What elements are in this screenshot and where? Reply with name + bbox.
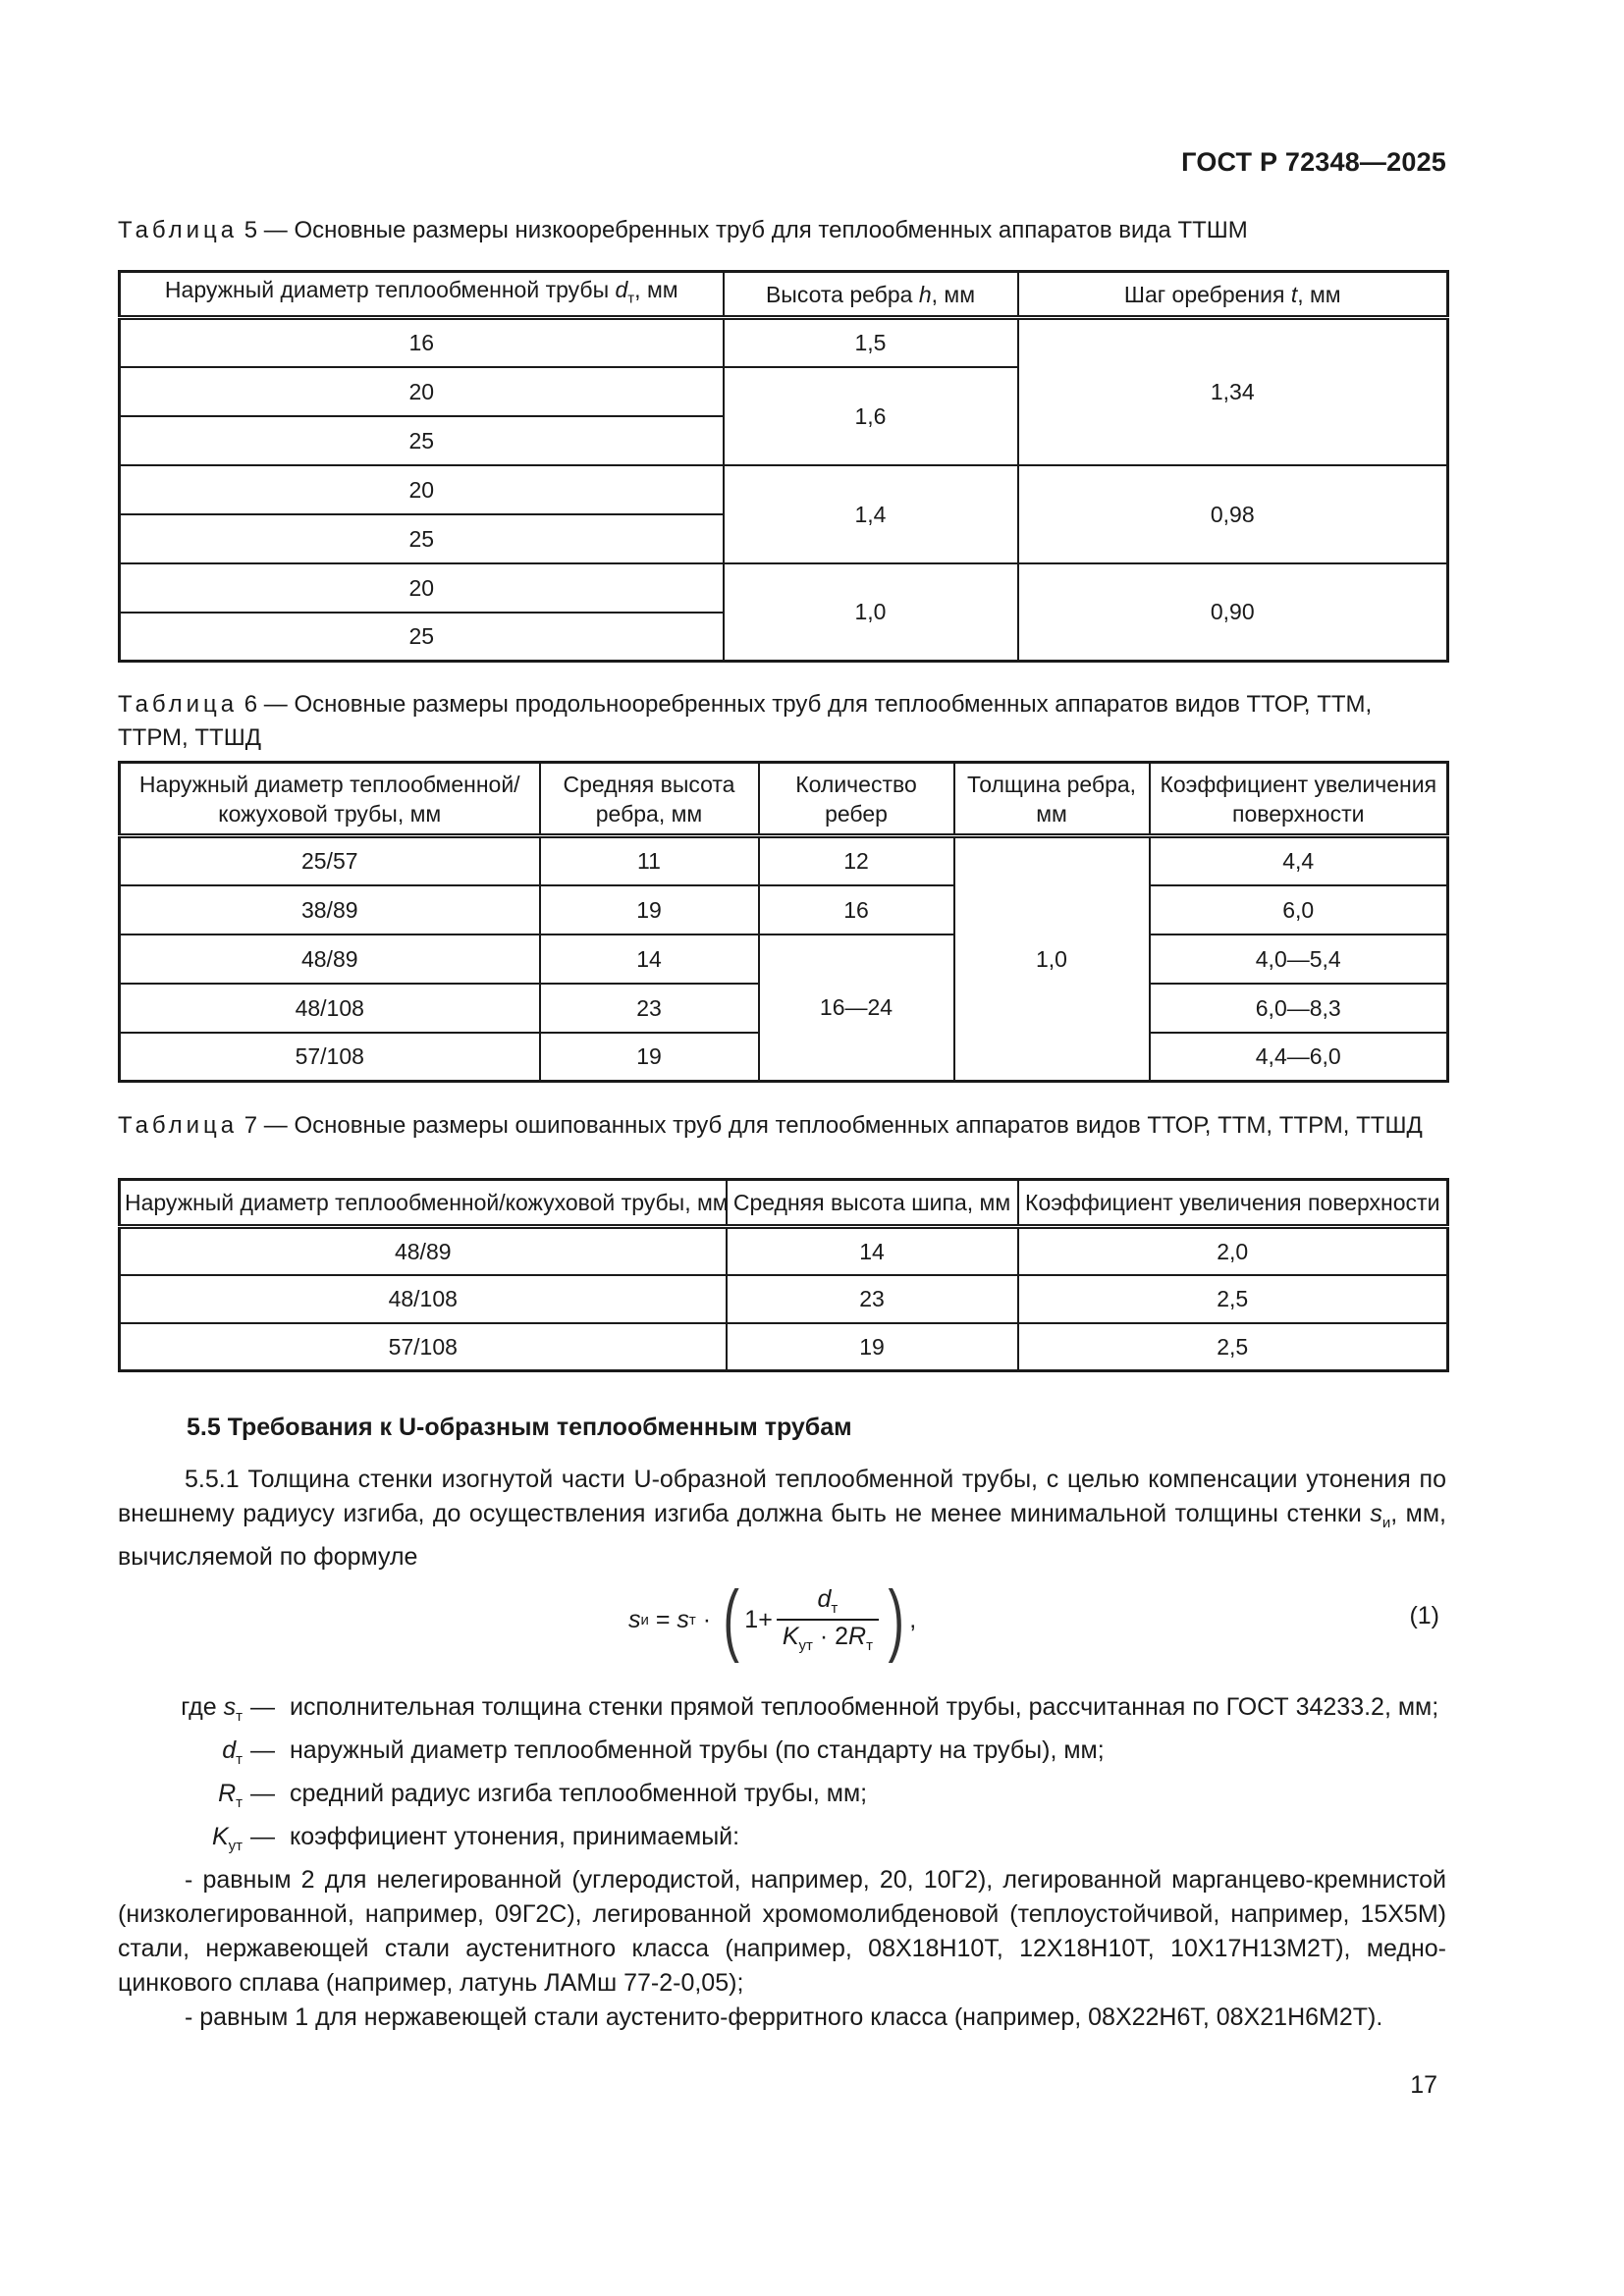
table-cell: 16—24 [759, 934, 954, 1082]
table-row [120, 836, 1448, 885]
table-row [120, 885, 1448, 934]
table-cell: 1,0 [954, 836, 1150, 1082]
table-cell: 1,34 [1018, 318, 1448, 465]
table-cell: 4,0—5,4 [1150, 934, 1448, 984]
table7-caption [118, 1109, 1446, 1143]
table-cell: 25 [120, 416, 724, 465]
table7-header-diameter: Наружный диаметр теплообменной/кожуховой трубы, мм [120, 1180, 727, 1227]
table5-header-fin-height: Высота ребра h, мм [724, 272, 1018, 318]
table-row [120, 934, 1448, 984]
table-cell: 48/108 [120, 984, 540, 1033]
table-row [120, 1227, 1448, 1275]
right-paren-icon: ) [888, 1575, 904, 1664]
table-cell: 1,4 [724, 465, 1018, 563]
formula-1: s и = s т · ( 1+ $\frac{d_т}{K_{ут} \cdot 2R_т}$ ) , [628, 1575, 917, 1664]
table-cell: 2,5 [1018, 1323, 1448, 1371]
table-row [120, 318, 1448, 367]
table-cell: 16 [759, 885, 954, 934]
fraction: $\frac{d_т}{K_{ут} \cdot 2R_т}$ [777, 1585, 879, 1654]
table-cell: 6,0—8,3 [1150, 984, 1448, 1033]
table-cell: 0,98 [1018, 465, 1448, 563]
table7-caption-text: 7 — Основные размеры ошипованных труб для теплообменных аппаратов видов ТТОР, ТТМ, ТТРМ, ТТШД [244, 1112, 1423, 1139]
table-cell: 23 [727, 1275, 1018, 1323]
table5-caption-text: 5 — Основные размеры низкооребренных труб для теплообменных аппаратов вида ТТШМ [244, 217, 1248, 243]
table6-header-fin-count: Количество ребер [759, 763, 954, 836]
definition-item: где $s_т$ — исполнительная толщина стенки прямой теплообменной трубы, рассчитанная по ГОСТ 34233.2, мм; [181, 1693, 1439, 1725]
table6-caption-label: Таблица [118, 691, 239, 718]
table-cell: 6,0 [1150, 885, 1448, 934]
table6-header-diameter: Наружный диаметр теплообменной/ кожуховой трубы, мм [120, 763, 540, 836]
bullet-item: - равным 2 для нелегированной (углеродистой, например, 20, 10Г2), легированной марганцево-кремнистой (низколегированной, например, 09Г2С), легированной хромомолибденовой (теплоустойчивой, например, 15Х5М) стали, нержавеющей стали аустенитного класса (например, 08Х18Н10Т, 12Х18Н10Т, 10Х17Н13М2Т), медно-цинкового сплава (например, латунь ЛАМш 77-2-0,05); [118, 1866, 1446, 1997]
table-cell: 20 [120, 465, 724, 514]
table-cell: 23 [540, 984, 759, 1033]
table-cell: 1,0 [724, 563, 1018, 662]
table-cell: 57/108 [120, 1323, 727, 1371]
table-cell: 12 [759, 836, 954, 885]
table6-caption [118, 688, 1446, 755]
definition-item: $K_{ут}$ — коэффициент утонения, принимаемый: [211, 1823, 740, 1854]
table7-header-row [120, 1180, 1448, 1227]
table-cell: 11 [540, 836, 759, 885]
table-cell: 20 [120, 563, 724, 613]
definition-item: $R_т$ — средний радиус изгиба теплообменной трубы, мм; [218, 1780, 868, 1811]
table-cell: 14 [540, 934, 759, 984]
bullet-item: - равным 1 для нержавеющей стали аустенито-ферритного класса (например, 08Х22Н6Т, 08Х21Н6М2Т). [185, 2003, 1383, 2031]
table-cell: 2,5 [1018, 1275, 1448, 1323]
table-cell: 19 [727, 1323, 1018, 1371]
table7-caption-label: Таблица [118, 1112, 239, 1139]
table7 [118, 1178, 1449, 1372]
table-cell: 16 [120, 318, 724, 367]
table5-header-diameter: Наружный диаметр теплообменной трубы $d_т$, мм [120, 272, 724, 318]
paragraph-5-5-1: 5.5.1 Толщина стенки изогнутой части U-образной теплообменной трубы, с целью компенсации утонения по внешнему радиусу изгиба, до осуществления изгиба должна быть не менее минимальной толщины стенки $s_и$, мм, вычисляемой по формуле [118, 1466, 1446, 1571]
table-cell: 25 [120, 613, 724, 662]
table-row [120, 1323, 1448, 1371]
table-cell: 25 [120, 514, 724, 563]
table-cell: 48/89 [120, 934, 540, 984]
table-cell: 38/89 [120, 885, 540, 934]
section-heading: 5.5 Требования к U-образным теплообменным трубам [187, 1414, 852, 1441]
table-row [120, 563, 1448, 613]
table6-caption-text: 6 — Основные размеры продольнооребренных труб для теплообменных аппаратов видов ТТОР, ТТМ, ТТРМ, ТТШД [118, 691, 1373, 751]
table5-header-fin-pitch: Шаг оребрения t, мм [1018, 272, 1448, 318]
table-cell: 14 [727, 1227, 1018, 1275]
table-row [120, 1275, 1448, 1323]
left-paren-icon: ( [723, 1575, 739, 1664]
table5-caption-label: Таблица [118, 217, 239, 243]
table5 [118, 270, 1449, 663]
table-cell: 4,4 [1150, 836, 1448, 885]
table6-header-surface-factor: Коэффициент увеличения поверхности [1150, 763, 1448, 836]
table-cell: 0,90 [1018, 563, 1448, 662]
table-cell: 1,5 [724, 318, 1018, 367]
table5-caption [118, 214, 1446, 247]
table5-header-row [120, 272, 1448, 318]
table-cell: 1,6 [724, 367, 1018, 465]
definitions-list [118, 1690, 1446, 1863]
table6-header-fin-thickness: Толщина ребра, мм [954, 763, 1150, 836]
table7-header-stud-height: Средняя высота шипа, мм [727, 1180, 1018, 1227]
table6 [118, 761, 1449, 1083]
table6-header-row [120, 763, 1448, 836]
table-cell: 19 [540, 1033, 759, 1082]
table-cell: 20 [120, 367, 724, 416]
document-code-header: ГОСТ Р 72348—2025 [1181, 147, 1446, 177]
table-row [120, 465, 1448, 514]
page-number: 17 [1410, 2071, 1437, 2099]
table-cell: 4,4—6,0 [1150, 1033, 1448, 1082]
table-cell: 48/108 [120, 1275, 727, 1323]
table-cell: 25/57 [120, 836, 540, 885]
definition-item: $d_т$ — наружный диаметр теплообменной трубы (по стандарту на трубы), мм; [222, 1736, 1105, 1768]
table-cell: 48/89 [120, 1227, 727, 1275]
equation-number: (1) [1409, 1602, 1439, 1629]
table7-header-surface-factor: Коэффициент увеличения поверхности [1018, 1180, 1448, 1227]
table-cell: 2,0 [1018, 1227, 1448, 1275]
table-cell: 19 [540, 885, 759, 934]
table6-header-avg-fin-height: Средняя высота ребра, мм [540, 763, 759, 836]
table-cell: 57/108 [120, 1033, 540, 1082]
